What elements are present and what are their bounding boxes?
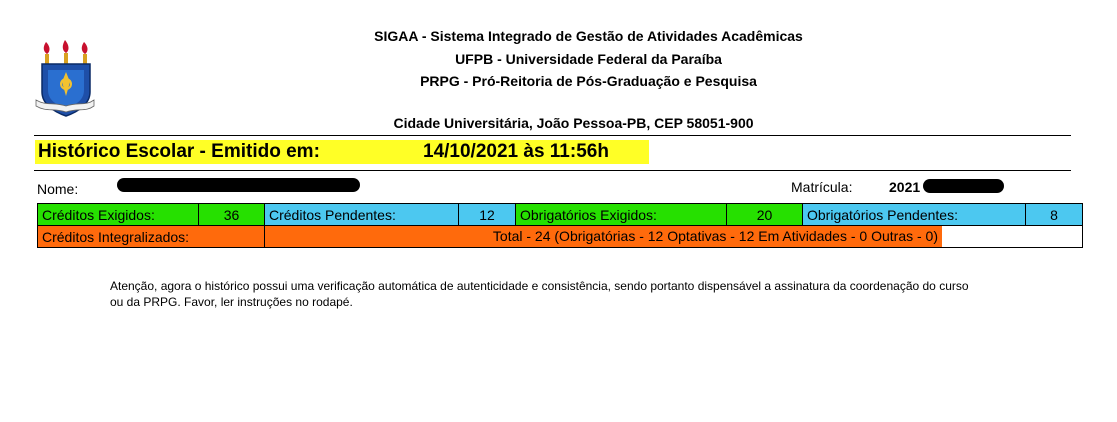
creditos-exigidos-value: 36 bbox=[199, 204, 265, 226]
document-title-label: Histórico Escolar - Emitido em: bbox=[38, 141, 320, 162]
obrigatorios-exigidos-value: 20 bbox=[727, 204, 803, 226]
name-label: Nome: bbox=[37, 181, 79, 197]
creditos-integralizados-value: Total - 24 (Obrigatórias - 12 Optativas - 12 Em Atividades - 0 Outras - 0) bbox=[265, 226, 942, 247]
credits-table bbox=[37, 203, 1083, 248]
creditos-pendentes-label: Créditos Pendentes: bbox=[265, 204, 459, 226]
creditos-pendentes-value: 12 bbox=[459, 204, 516, 226]
university-name: UFPB - Universidade Federal da Paraíba bbox=[455, 51, 722, 67]
authenticity-notice: Atenção, agora o histórico possui uma verificação automática de autenticidade e consistência, sendo portanto dispensável a assinatura da coordenação do curso ou da PRPG. Favor, ler instruções no rodapé. bbox=[110, 279, 969, 309]
obrigatorios-pendentes-label: Obrigatórios Pendentes: bbox=[803, 204, 1026, 226]
credits-row bbox=[38, 204, 1083, 226]
issue-datetime: 14/10/2021 às 11:56h bbox=[423, 141, 609, 162]
matricula-prefix: 2021 bbox=[889, 179, 921, 195]
integralizados-row bbox=[38, 226, 1083, 248]
redacted-matricula bbox=[923, 179, 1004, 193]
header-divider bbox=[34, 135, 1071, 136]
creditos-exigidos-label: Créditos Exigidos: bbox=[38, 204, 199, 226]
title-divider bbox=[34, 170, 1071, 171]
creditos-integralizados-label: Créditos Integralizados: bbox=[38, 226, 265, 248]
document-title bbox=[35, 140, 649, 164]
university-address: Cidade Universitária, João Pessoa-PB, CEP 58051-900 bbox=[393, 115, 754, 131]
system-name: SIGAA - Sistema Integrado de Gestão de Atividades Acadêmicas bbox=[374, 28, 803, 44]
department-name: PRPG - Pró-Reitoria de Pós-Graduação e Pesquisa bbox=[420, 73, 757, 89]
matricula-label: Matrícula: bbox=[791, 179, 853, 195]
redacted-name bbox=[117, 178, 360, 192]
obrigatorios-pendentes-value: 8 bbox=[1026, 204, 1083, 226]
obrigatorios-exigidos-label: Obrigatórios Exigidos: bbox=[516, 204, 727, 226]
